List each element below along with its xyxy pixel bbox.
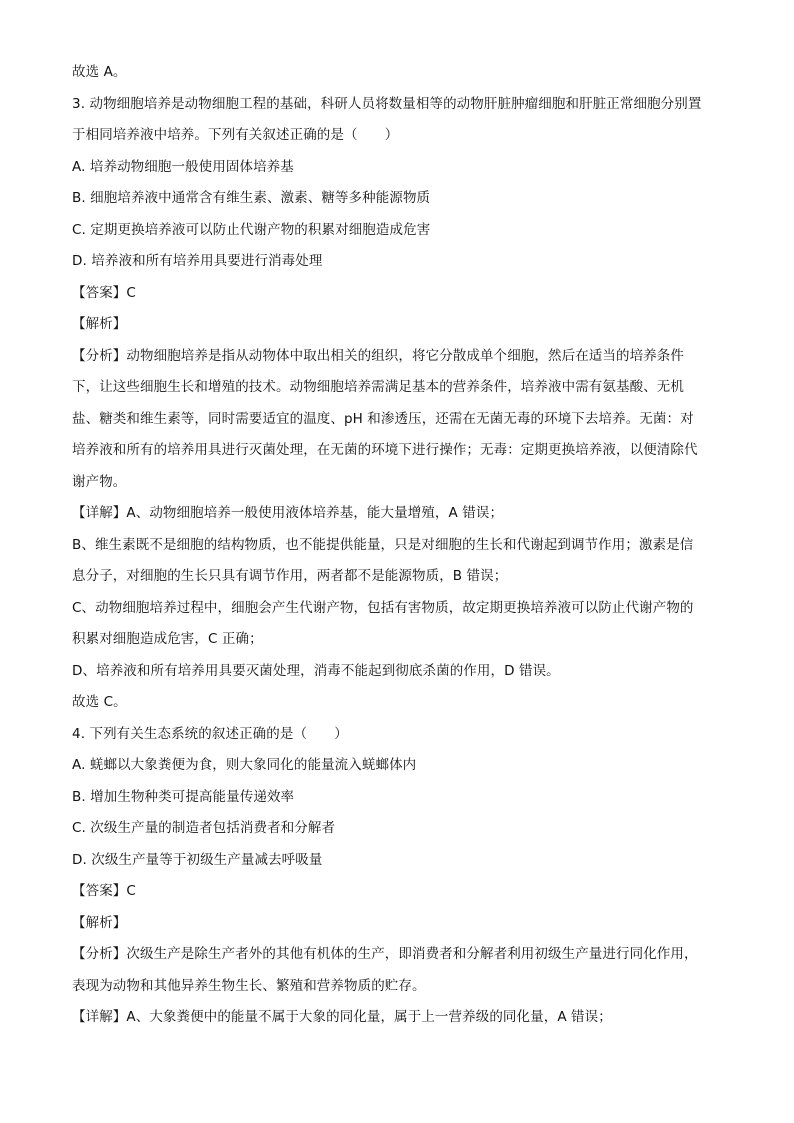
analysis-heading: 【解析】 [72, 914, 127, 931]
analysis-paragraph-cont: 谢产物。 [72, 473, 127, 490]
answer-label: 【答案】C [72, 284, 136, 301]
detail-a: 【详解】A、大象粪便中的能量不属于大象的同化量，属于上一营养级的同化量，A 错误； [72, 1009, 612, 1025]
question-4-stem: 4. 下列有关生态系统的叙述正确的是（ ） [72, 725, 348, 742]
analysis-paragraph-cont: 盐、糖类和维生素等，同时需要适宜的温度、pH 和渗透压，还需在无菌无毒的环境下去培养。无菌：对 [72, 410, 694, 427]
answer-label: 【答案】C [72, 883, 136, 899]
detail-c: C、动物细胞培养过程中，细胞会产生代谢产物，包括有害物质，故定期更换培养液可以防止代谢产物的 [72, 599, 694, 616]
text-line: 故选 A。 [72, 64, 127, 80]
detail-b: B、维生素既不是细胞的结构物质，也不能提供能量，只是对细胞的生长和代谢起到调节作用；激素是信 [72, 536, 694, 553]
question-3-stem-cont: 于相同培养液中培养。下列有关叙述正确的是（ ） [72, 127, 399, 143]
detail-d: D、培养液和所有培养用具要灭菌处理，消毒不能起到彻底杀菌的作用，D 错误。 [72, 662, 560, 679]
analysis-paragraph: 【分析】动物细胞培养是指从动物体中取出相关的组织，将它分散成单个细胞，然后在适当的培养条件 [72, 347, 684, 364]
analysis-paragraph-cont: 培养液和所有的培养用具进行灭菌处理，在无菌的环境下进行操作；无毒：定期更换培养液，以便清除代 [72, 442, 698, 458]
conclusion-line: 故选 C。 [72, 694, 127, 710]
option-d: D. 培养液和所有培养用具要进行消毒处理 [72, 253, 323, 269]
option-a: A. 培养动物细胞一般使用固体培养基 [72, 158, 294, 175]
option-a: A. 蜣螂以大象粪便为食，则大象同化的能量流入蜣螂体内 [72, 757, 417, 773]
analysis-paragraph-cont: 表现为动物和其他异养生物生长、繁殖和营养物质的贮存。 [72, 977, 426, 994]
analysis-paragraph: 【分析】次级生产是除生产者外的其他有机体的生产，即消费者和分解者利用初级生产量进行同化作用， [72, 946, 698, 962]
question-3-stem: 3. 动物细胞培养是动物细胞工程的基础，科研人员将数量相等的动物肝脏肿瘤细胞和肝脏正常细胞分别置 [72, 95, 702, 112]
option-c: C. 定期更换培养液可以防止代谢产物的积累对细胞造成危害 [72, 221, 431, 238]
detail-a: 【详解】A、动物细胞培养一般使用液体培养基，能大量增殖，A 错误； [72, 505, 504, 521]
analysis-paragraph-cont: 下，让这些细胞生长和增殖的技术。动物细胞培养需满足基本的营养条件，培养液中需有氨基酸、无机 [72, 379, 684, 395]
detail-b-cont: 息分子，对细胞的生长只具有调节作用，两者都不是能源物质，B 错误； [72, 568, 508, 584]
document-body [72, 62, 724, 1027]
detail-c-cont: 积累对细胞造成危害，C 正确； [72, 631, 263, 647]
option-b: B. 细胞培养液中通常含有维生素、激素、糖等多种能源物质 [72, 190, 431, 206]
option-c: C. 次级生产量的制造者包括消费者和分解者 [72, 820, 336, 836]
option-b: B. 增加生物种类可提高能量传递效率 [72, 788, 295, 805]
option-d: D. 次级生产量等于初级生产量减去呼吸量 [72, 851, 323, 868]
analysis-heading: 【解析】 [72, 316, 127, 332]
